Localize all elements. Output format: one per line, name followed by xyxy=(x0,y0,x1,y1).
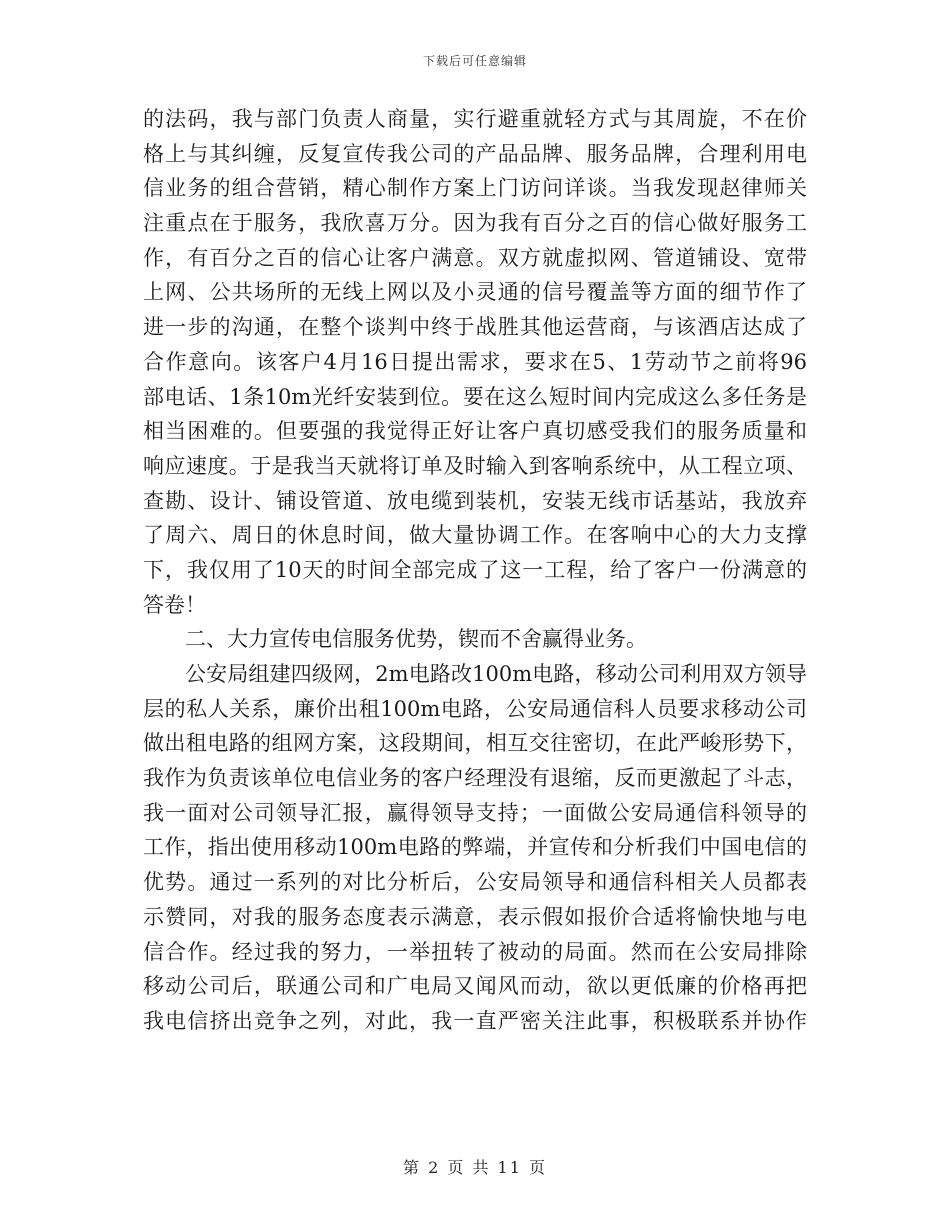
text-line: 公安局组建四级网，2m电路改100m电路，移动公司利用双方领导 xyxy=(185,662,807,686)
text-line: 作，有百分之百的信心让客户满意。双方就虚拟网、管道铺设、宽带 xyxy=(143,245,807,270)
text-line: 答卷！ xyxy=(143,592,206,617)
text-line: 信合作。经过我的努力，一举扭转了被动的局面。然而在公安局排除 xyxy=(143,939,807,964)
document-body xyxy=(143,102,807,1039)
text-line: 响应速度。于是我当天就将订单及时输入到客响系统中，从工程立项、 xyxy=(143,453,807,478)
page-number: 第 2 页 共 11 页 xyxy=(403,1158,547,1177)
text-line: 下，我仅用了10天的时间全部完成了这一工程，给了客户一份满意的 xyxy=(143,557,807,582)
text-line: 二、大力宣传电信服务优势，锲而不舍赢得业务。 xyxy=(185,627,647,652)
text-line: 格上与其纠缠，反复宣传我公司的产品品牌、服务品牌，合理利用电 xyxy=(143,141,807,166)
text-line: 注重点在于服务，我欣喜万分。因为我有百分之百的信心做好服务工 xyxy=(143,211,807,236)
text-line: 做出租电路的组网方案，这段期间，相互交往密切，在此严峻形势下， xyxy=(143,731,807,756)
text-line: 层的私人关系，廉价出租100m电路，公安局通信科人员要求移动公司 xyxy=(143,696,807,721)
text-line: 移动公司后，联通公司和广电局又闻风而动，欲以更低廉的价格再把 xyxy=(143,974,807,999)
text-line: 相当困难的。但要强的我觉得正好让客户真切感受我们的服务质量和 xyxy=(143,419,807,444)
page-header: 下载后可任意编辑 xyxy=(422,54,527,68)
text-line: 优势。通过一系列的对比分析后，公安局领导和通信科相关人员都表 xyxy=(143,870,807,895)
text-line: 了周六、周日的休息时间，做大量协调工作。在客响中心的大力支撑 xyxy=(143,523,807,548)
text-line: 上网、公共场所的无线上网以及小灵通的信号覆盖等方面的细节作了 xyxy=(143,280,807,305)
text-line: 示赞同，对我的服务态度表示满意，表示假如报价合适将愉快地与电 xyxy=(143,904,807,929)
text-line: 信业务的组合营销，精心制作方案上门访问详谈。当我发现赵律师关 xyxy=(143,176,807,201)
text-line: 的法码，我与部门负责人商量，实行避重就轻方式与其周旋，不在价 xyxy=(143,107,807,131)
text-line: 查勘、设计、铺设管道、放电缆到装机，安装无线市话基站，我放弃 xyxy=(143,488,807,513)
text-line: 进一步的沟通，在整个谈判中终于战胜其他运营商，与该酒店达成了 xyxy=(143,315,807,340)
text-line: 工作，指出使用移动100m电路的弊端，并宣传和分析我们中国电信的 xyxy=(143,835,807,860)
text-line: 我一面对公司领导汇报，赢得领导支持；一面做公安局通信科领导的 xyxy=(143,800,807,825)
text-line: 我电信挤出竞争之列，对此，我一直严密关注此事，积极联系并协作 xyxy=(143,1008,807,1033)
text-line: 我作为负责该单位电信业务的客户经理没有退缩，反而更激起了斗志， xyxy=(143,766,807,791)
text-line: 部电话、1条10m光纤安装到位。要在这么短时间内完成这么多任务是 xyxy=(143,384,807,409)
text-line: 合作意向。该客户4月16日提出需求，要求在5、1劳动节之前将96 xyxy=(143,349,807,374)
